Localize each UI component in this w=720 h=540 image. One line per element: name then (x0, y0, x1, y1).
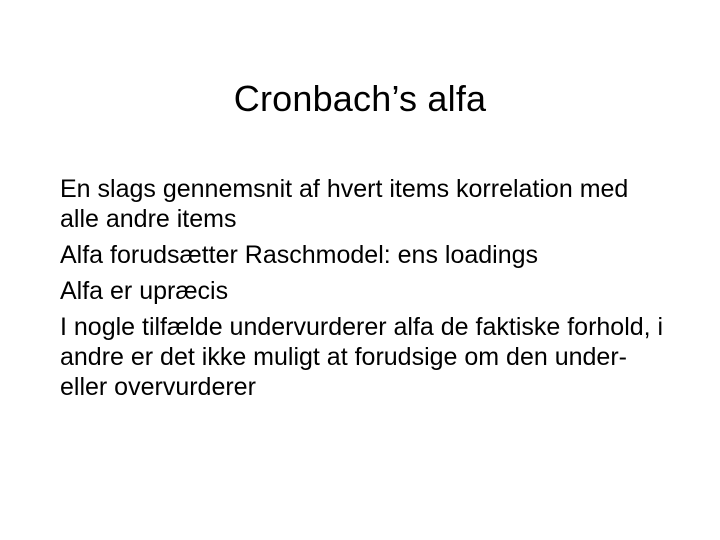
bullet-list (60, 174, 670, 402)
bullet-item-rasch-model: Alfa forudsætter Raschmodel: ens loadings (60, 241, 539, 269)
bullet-item-correlation: En slags gennemsnit af hvert items korrelation med alle andre items (60, 175, 629, 233)
slide-title: Cronbach’s alfa (233, 78, 487, 119)
bullet-item-underestimation: I nogle tilfælde undervurderer alfa de faktiske forhold, i andre er det ikke muligt at forudsige om den under- eller overvurderer (60, 313, 664, 401)
bullet-item-imprecise: Alfa er upræcis (60, 277, 229, 305)
